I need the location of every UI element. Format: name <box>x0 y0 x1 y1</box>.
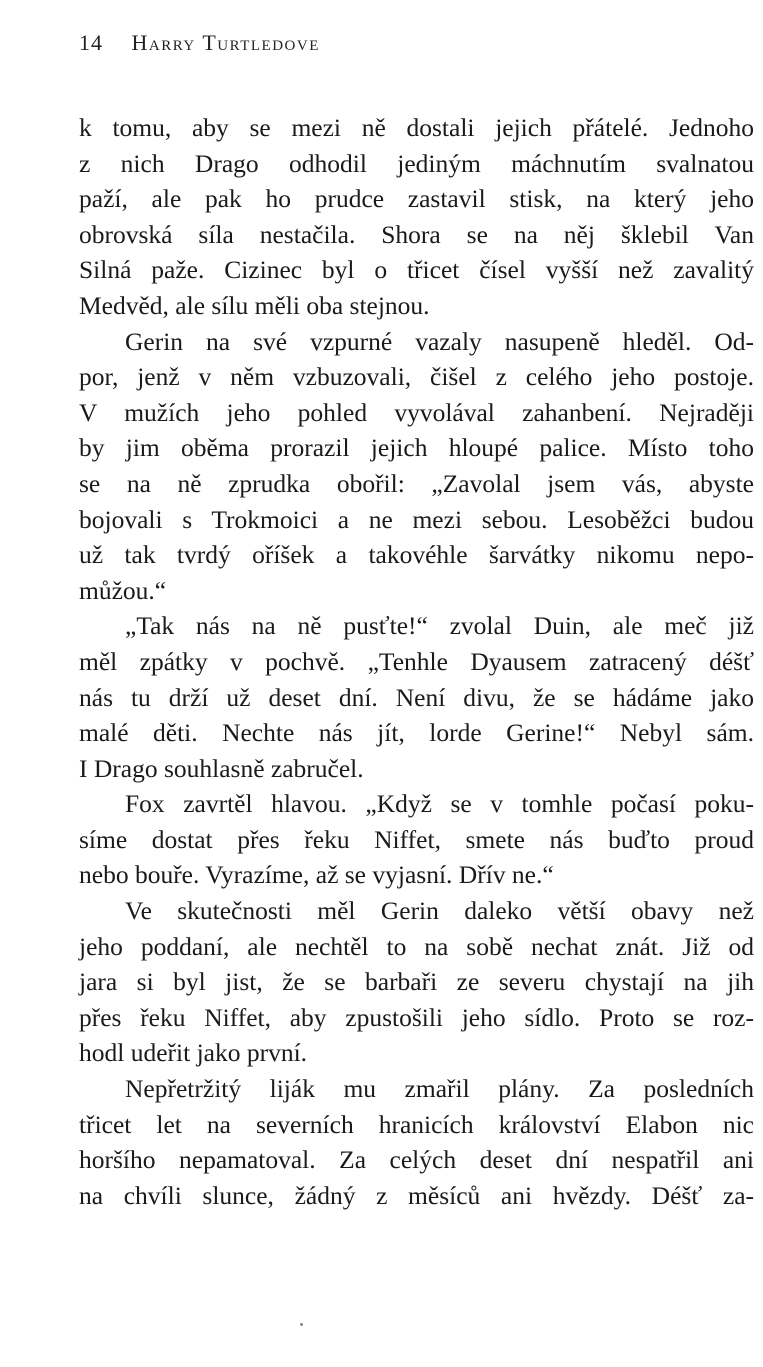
text-line: třicet let na severních hranicích království Elabon nic <box>79 1109 754 1139</box>
text-line: I Drago souhlasně zabručel. <box>79 753 364 783</box>
text-line: Silná paže. Cizinec byl o třicet čísel vyšší než zavalitý <box>79 255 754 285</box>
text-line: malé děti. Nechte nás jít, lorde Gerine!“ Nebyl sám. <box>79 718 754 748</box>
running-head <box>79 30 320 56</box>
text-line: Nepřetržitý liják mu zmařil plány. Za posledních <box>125 1074 754 1104</box>
text-line: by jim oběma prorazil jejich hloupé palice. Místo toho <box>79 433 754 463</box>
text-line: k tomu, aby se mezi ně dostali jejich přátelé. Jednoho <box>79 113 754 142</box>
text-line: bojovali s Trokmoici a ne mezi sebou. Lesoběžci budou <box>79 504 754 534</box>
page-number: 14 <box>79 30 103 55</box>
text-line: Gerin na své vzpurné vazaly nasupeně hleděl. Od- <box>125 326 754 356</box>
text-line: nás tu drží už deset dní. Není divu, že se hádáme jako <box>79 682 754 712</box>
text-line: Ve skutečnosti měl Gerin daleko větší obavy než <box>125 896 754 926</box>
text-line: měl zpátky v pochvě. „Tenhle Dyausem zatracený déšť <box>79 646 754 676</box>
body-text <box>79 110 754 1213</box>
text-line: nebo bouře. Vyrazíme, až se vyjasní. Dřív ne.“ <box>79 860 554 890</box>
text-line: můžou.“ <box>79 575 167 605</box>
text-line: V mužích jeho pohled vyvolával zahanbení. Nejraději <box>79 397 754 427</box>
text-line: por, jenž v něm vzbuzovali, čišel z celého jeho postoje. <box>79 362 754 392</box>
text-line: paží, ale pak ho prudce zastavil stisk, na který jeho <box>79 184 754 214</box>
text-line: obrovská síla nestačila. Shora se na něj šklebil Van <box>79 219 754 249</box>
text-line: horšího nepamatoval. Za celých deset dní nespatřil ani <box>79 1145 754 1175</box>
text-line: jeho poddaní, ale nechtěl to na sobě nechat znát. Již od <box>79 931 754 961</box>
text-line: přes řeku Niffet, aby zpustošili jeho sídlo. Proto se roz- <box>79 1002 754 1032</box>
text-line: z nich Drago odhodil jediným máchnutím svalnatou <box>79 148 754 178</box>
text-line: Medvěd, ale sílu měli oba stejnou. <box>79 290 430 320</box>
text-line: na chvíli slunce, žádný z měsíců ani hvězdy. Déšť za- <box>79 1180 754 1210</box>
running-head-author: Harry Turtledove <box>131 30 320 55</box>
text-line: „Tak nás na ně pusťte!“ zvolal Duin, ale meč již <box>125 611 754 641</box>
text-line: už tak tvrdý oříšek a takovéhle šarvátky nikomu nepo- <box>79 540 754 570</box>
text-line: síme dostat přes řeku Niffet, smete nás buďto proud <box>79 824 754 854</box>
text-line: Fox zavrtěl hlavou. „Když se v tomhle počasí poku- <box>125 789 754 819</box>
text-line: se na ně zprudka obořil: „Zavolal jsem vás, abyste <box>79 468 754 498</box>
paper-speck <box>300 1323 303 1326</box>
text-line: jara si byl jist, že se barbaři ze severu chystají na jih <box>79 967 754 997</box>
text-line: hodl udeřit jako první. <box>79 1038 308 1068</box>
